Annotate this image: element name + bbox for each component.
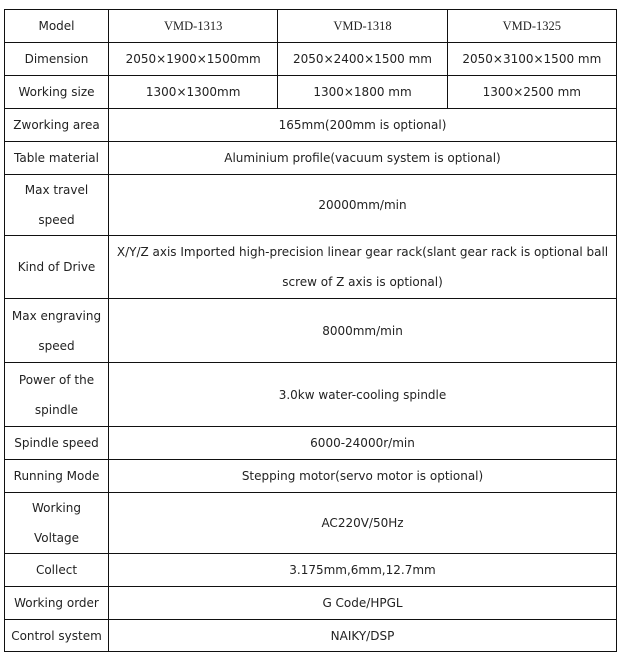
- row-label-working-order: Working order: [5, 587, 109, 620]
- row-label-dimension: Dimension: [5, 43, 109, 76]
- control-system-value: NAIKY/DSP: [109, 620, 617, 652]
- table-row-max-engraving-speed: [5, 299, 617, 363]
- max-travel-speed-value: 20000mm/min: [109, 175, 617, 236]
- row-label-max-engraving-speed: Max engraving speed: [5, 299, 109, 363]
- table-row-table-material: [5, 142, 617, 175]
- table-row-working-voltage: [5, 493, 617, 554]
- row-label-model: Model: [5, 10, 109, 43]
- dimension-value-1325: 2050×3100×1500 mm: [447, 43, 616, 76]
- spec-table: [4, 9, 617, 652]
- row-label-collect: Collect: [5, 554, 109, 587]
- row-label-table-material: Table material: [5, 142, 109, 175]
- row-label-working-voltage: Working Voltage: [5, 493, 109, 554]
- table-row-max-travel-speed: [5, 175, 617, 236]
- table-material-value: Aluminium profile(vacuum system is optional): [109, 142, 617, 175]
- table-row-working-size: [5, 76, 617, 109]
- table-row-spindle-speed: [5, 427, 617, 460]
- spindle-speed-value: 6000-24000r/min: [109, 427, 617, 460]
- row-label-spindle-speed: Spindle speed: [5, 427, 109, 460]
- row-label-max-travel-speed: Max travel speed: [5, 175, 109, 236]
- row-label-control-system: Control system: [5, 620, 109, 652]
- table-row-working-order: [5, 587, 617, 620]
- max-engraving-speed-value: 8000mm/min: [109, 299, 617, 363]
- working-order-value: G Code/HPGL: [109, 587, 617, 620]
- model-vmd-1325: VMD-1325: [447, 10, 616, 43]
- table-row-dimension: [5, 43, 617, 76]
- power-of-spindle-value: 3.0kw water-cooling spindle: [109, 363, 617, 427]
- working-size-value-1313: 1300×1300mm: [109, 76, 278, 109]
- kind-of-drive-value: X/Y/Z axis Imported high-precision linear gear rack(slant gear rack is optional ball screw of Z axis is optional): [109, 236, 617, 299]
- collect-value: 3.175mm,6mm,12.7mm: [109, 554, 617, 587]
- table-row-zworking-area: [5, 109, 617, 142]
- table-row-kind-of-drive: [5, 236, 617, 299]
- model-vmd-1318: VMD-1318: [278, 10, 447, 43]
- table-row-power-of-spindle: [5, 363, 617, 427]
- table-row-control-system: [5, 620, 617, 652]
- table-row-collect: [5, 554, 617, 587]
- working-size-value-1325: 1300×2500 mm: [447, 76, 616, 109]
- model-vmd-1313: VMD-1313: [109, 10, 278, 43]
- dimension-value-1313: 2050×1900×1500mm: [109, 43, 278, 76]
- working-voltage-value: AC220V/50Hz: [109, 493, 617, 554]
- row-label-kind-of-drive: Kind of Drive: [5, 236, 109, 299]
- row-label-power-of-spindle: Power of the spindle: [5, 363, 109, 427]
- dimension-value-1318: 2050×2400×1500 mm: [278, 43, 447, 76]
- zworking-area-value: 165mm(200mm is optional): [109, 109, 617, 142]
- row-label-zworking-area: Zworking area: [5, 109, 109, 142]
- running-mode-value: Stepping motor(servo motor is optional): [109, 460, 617, 493]
- row-label-working-size: Working size: [5, 76, 109, 109]
- table-row-model: [5, 10, 617, 43]
- table-row-running-mode: [5, 460, 617, 493]
- row-label-running-mode: Running Mode: [5, 460, 109, 493]
- working-size-value-1318: 1300×1800 mm: [278, 76, 447, 109]
